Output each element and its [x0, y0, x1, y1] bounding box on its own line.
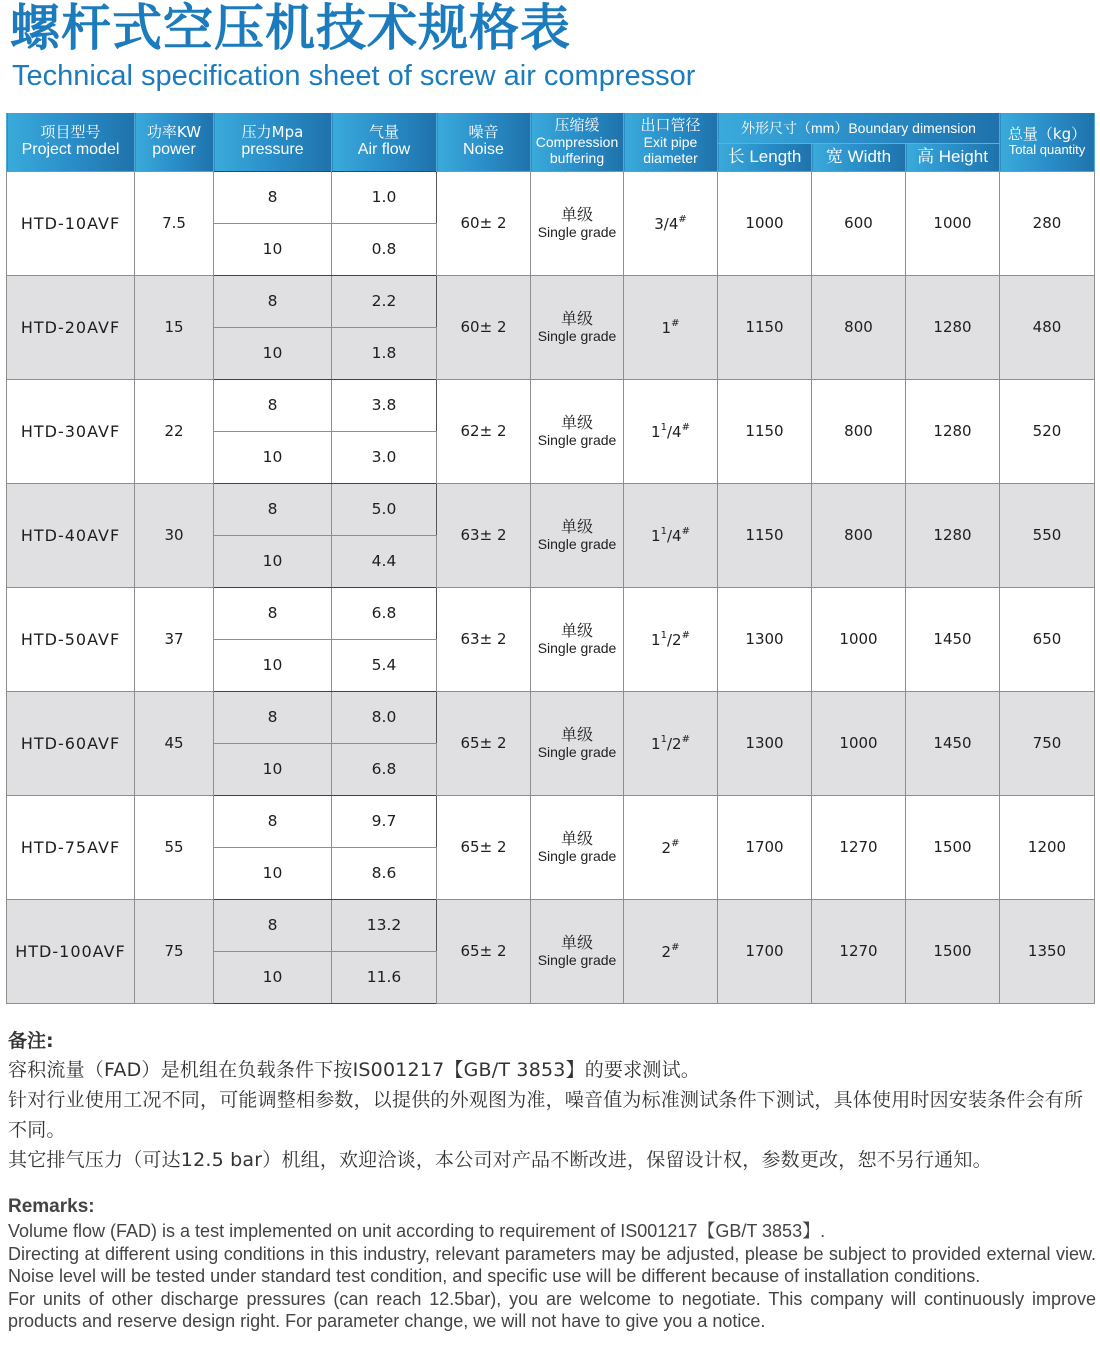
col-header-power-en: power — [152, 141, 196, 159]
cell-pressure: 8 — [214, 171, 332, 223]
cell-pressure: 10 — [214, 327, 332, 379]
cell-pressure: 10 — [214, 847, 332, 899]
col-header-dimension-group: 外形尺寸（mm）Boundary dimension — [718, 113, 1000, 143]
table-row — [7, 795, 1095, 847]
cell-length: 1700 — [718, 899, 812, 1003]
pipe-frac-num: 1 — [660, 629, 667, 641]
col-header-pressure — [214, 113, 332, 171]
compression-en: Single grade — [537, 536, 617, 552]
col-header-power — [135, 113, 214, 171]
cell-pressure: 10 — [214, 535, 332, 587]
table-row — [7, 899, 1095, 951]
cell-height: 1450 — [906, 691, 1000, 795]
compression-en: Single grade — [537, 848, 617, 864]
pipe-mark: # — [681, 421, 690, 433]
compression-en: Single grade — [537, 224, 617, 240]
compression-cn: 单级 — [560, 517, 593, 536]
compression-cn: 单级 — [560, 621, 593, 640]
cell-airflow: 9.7 — [332, 795, 437, 847]
cell-weight: 280 — [1000, 171, 1095, 275]
col-header-weight — [1000, 113, 1095, 171]
cell-model: HTD-100AVF — [7, 899, 135, 1003]
cell-weight: 750 — [1000, 691, 1095, 795]
cell-pressure: 8 — [214, 275, 332, 327]
col-header-pipe-en1: Exit pipe — [643, 134, 698, 151]
pipe-frac-num: 1 — [660, 733, 667, 745]
cell-power: 22 — [135, 379, 214, 483]
col-header-airflow-cn: 气量 — [368, 122, 399, 141]
col-header-power-cn: 功率KW — [146, 122, 202, 141]
cell-width: 1270 — [812, 899, 906, 1003]
cell-airflow: 4.4 — [332, 535, 437, 587]
compression-cn: 单级 — [560, 725, 593, 744]
compression-en: Single grade — [537, 952, 617, 968]
cell-pipe-diameter — [624, 795, 718, 899]
remarks-cn — [8, 1027, 1098, 1175]
remarks-cn-line: 其它排气压力（可达12.5 bar）机组，欢迎洽谈，本公司对产品不断改进，保留设计权，参数更改，恕不另行通知。 — [8, 1149, 992, 1171]
col-header-airflow-en: Air flow — [357, 141, 411, 159]
cell-pressure: 10 — [214, 951, 332, 1003]
pipe-mark: # — [681, 525, 690, 537]
cell-compression — [531, 587, 624, 691]
remarks-en-line: Directing at different using conditions in this industry, relevant parameters may be adjusted, please be subject to provided external view. Noise level will be tested under standard test condition, and specific use will be different because of installation conditions. — [8, 1243, 1096, 1286]
cell-compression — [531, 691, 624, 795]
cell-model: HTD-60AVF — [7, 691, 135, 795]
pipe-frac-den: /2 — [666, 630, 682, 649]
col-header-compression — [531, 113, 624, 171]
table-row — [7, 171, 1095, 223]
remarks-en-heading: Remarks: — [8, 1196, 95, 1217]
cell-noise: 63± 2 — [437, 587, 531, 691]
cell-compression — [531, 379, 624, 483]
cell-compression — [531, 483, 624, 587]
cell-power: 15 — [135, 275, 214, 379]
cell-airflow: 8.6 — [332, 847, 437, 899]
cell-pipe-diameter — [624, 483, 718, 587]
cell-noise: 60± 2 — [437, 275, 531, 379]
col-header-pressure-en: pressure — [241, 141, 304, 159]
cell-height: 1500 — [906, 795, 1000, 899]
cell-model: HTD-30AVF — [7, 379, 135, 483]
compression-cn: 单级 — [560, 309, 593, 328]
cell-pressure: 8 — [214, 483, 332, 535]
cell-noise: 63± 2 — [437, 483, 531, 587]
cell-length: 1300 — [718, 587, 812, 691]
cell-pipe-diameter — [624, 691, 718, 795]
spec-table-body — [7, 171, 1095, 1003]
col-header-pressure-cn: 压力Mpa — [241, 122, 304, 141]
col-header-model-cn: 项目型号 — [40, 122, 101, 141]
cell-airflow: 2.2 — [332, 275, 437, 327]
cell-pressure: 10 — [214, 639, 332, 691]
cell-pipe-diameter — [624, 379, 718, 483]
cell-width: 1000 — [812, 691, 906, 795]
col-header-weight-cn: 总量（kg） — [1007, 124, 1087, 143]
pipe-size: 2 — [661, 942, 672, 961]
col-header-pipe-cn: 出口管径 — [640, 116, 701, 135]
cell-length: 1000 — [718, 171, 812, 275]
cell-airflow: 3.0 — [332, 431, 437, 483]
col-header-model-en: Project model — [21, 141, 120, 159]
cell-pressure: 10 — [214, 743, 332, 795]
cell-pressure: 10 — [214, 431, 332, 483]
col-header-pipe-en2: diameter — [643, 150, 698, 167]
cell-height: 1000 — [906, 171, 1000, 275]
col-header-noise — [437, 113, 531, 171]
cell-height: 1280 — [906, 483, 1000, 587]
cell-noise: 60± 2 — [437, 171, 531, 275]
cell-compression — [531, 171, 624, 275]
table-row — [7, 379, 1095, 431]
cell-power: 55 — [135, 795, 214, 899]
col-header-airflow — [332, 113, 437, 171]
cell-pressure: 8 — [214, 587, 332, 639]
cell-weight: 550 — [1000, 483, 1095, 587]
table-row — [7, 691, 1095, 743]
cell-width: 600 — [812, 171, 906, 275]
cell-pipe-diameter — [624, 171, 718, 275]
pipe-whole: 1 — [651, 630, 661, 649]
cell-length: 1150 — [718, 379, 812, 483]
pipe-mark: # — [671, 837, 680, 849]
cell-airflow: 5.4 — [332, 639, 437, 691]
cell-width: 1000 — [812, 587, 906, 691]
compression-cn: 单级 — [560, 413, 593, 432]
compression-en: Single grade — [537, 640, 617, 656]
col-header-noise-cn: 噪音 — [468, 122, 499, 141]
cell-airflow: 5.0 — [332, 483, 437, 535]
cell-pipe-diameter — [624, 899, 718, 1003]
col-header-weight-en: Total quantity — [1008, 141, 1086, 157]
cell-pressure: 8 — [214, 795, 332, 847]
cell-airflow: 11.6 — [332, 951, 437, 1003]
table-row — [7, 483, 1095, 535]
col-header-pipe — [624, 113, 718, 171]
pipe-mark: # — [681, 629, 690, 641]
cell-model: HTD-10AVF — [7, 171, 135, 275]
page-title-en: Technical specification sheet of screw air compressor — [12, 60, 696, 92]
spec-table-container — [6, 113, 1094, 1004]
cell-airflow: 6.8 — [332, 587, 437, 639]
compression-en: Single grade — [537, 432, 617, 448]
pipe-mark: # — [671, 317, 680, 329]
compression-cn: 单级 — [560, 829, 593, 848]
cell-noise: 65± 2 — [437, 691, 531, 795]
cell-length: 1700 — [718, 795, 812, 899]
col-header-width: 宽 Width — [812, 143, 906, 171]
pipe-frac-num: 1 — [660, 525, 667, 537]
cell-power: 37 — [135, 587, 214, 691]
cell-power: 45 — [135, 691, 214, 795]
cell-pipe-diameter — [624, 275, 718, 379]
cell-airflow: 6.8 — [332, 743, 437, 795]
cell-power: 7.5 — [135, 171, 214, 275]
pipe-frac-den: /4 — [666, 526, 682, 545]
cell-weight: 1350 — [1000, 899, 1095, 1003]
pipe-frac-num: 1 — [660, 421, 667, 433]
cell-model: HTD-50AVF — [7, 587, 135, 691]
pipe-whole: 1 — [651, 734, 661, 753]
col-header-noise-en: Noise — [463, 141, 504, 159]
cell-airflow: 0.8 — [332, 223, 437, 275]
cell-pressure: 10 — [214, 223, 332, 275]
col-header-compression-cn: 压缩缓 — [554, 116, 600, 135]
col-header-compression-en1: Compression — [535, 134, 619, 151]
page-title-cn: 螺杆式空压机技术规格表 — [10, 0, 571, 57]
cell-airflow: 1.8 — [332, 327, 437, 379]
table-row — [7, 275, 1095, 327]
remarks-cn-line: 针对行业使用工况不同，可能调整相参数，以提供的外观图为准，噪音值为标准测试条件下测试，具体使用时因安装条件会有所不同。 — [8, 1089, 1084, 1141]
pipe-mark: # — [678, 213, 687, 225]
pipe-size: 3/4 — [654, 214, 679, 233]
cell-pressure: 8 — [214, 379, 332, 431]
remarks-en-line: Volume flow (FAD) is a test implemented on unit according to requirement of IS001217【GB/T 3853】. — [8, 1221, 826, 1241]
remarks-cn-line: 容积流量（FAD）是机组在负载条件下按IS001217【GB/T 3853】的要求测试。 — [8, 1059, 700, 1081]
compression-en: Single grade — [537, 328, 617, 344]
cell-noise: 65± 2 — [437, 899, 531, 1003]
cell-pressure: 8 — [214, 691, 332, 743]
col-header-length: 长 Length — [718, 143, 812, 171]
cell-width: 1270 — [812, 795, 906, 899]
cell-compression — [531, 795, 624, 899]
pipe-mark: # — [671, 941, 680, 953]
compression-cn: 单级 — [560, 933, 593, 952]
col-header-height: 高 Height — [906, 143, 1000, 171]
table-row — [7, 587, 1095, 639]
cell-airflow: 13.2 — [332, 899, 437, 951]
cell-airflow: 8.0 — [332, 691, 437, 743]
pipe-frac-den: /2 — [666, 734, 682, 753]
cell-length: 1300 — [718, 691, 812, 795]
cell-pipe-diameter — [624, 587, 718, 691]
cell-height: 1280 — [906, 379, 1000, 483]
cell-pressure: 8 — [214, 899, 332, 951]
remarks-cn-heading: 备注: — [8, 1030, 54, 1052]
cell-width: 800 — [812, 379, 906, 483]
cell-weight: 480 — [1000, 275, 1095, 379]
cell-length: 1150 — [718, 275, 812, 379]
cell-height: 1280 — [906, 275, 1000, 379]
cell-power: 30 — [135, 483, 214, 587]
pipe-whole: 1 — [651, 422, 661, 441]
cell-model: HTD-40AVF — [7, 483, 135, 587]
pipe-frac-den: /4 — [666, 422, 682, 441]
pipe-mark: # — [681, 733, 690, 745]
cell-height: 1500 — [906, 899, 1000, 1003]
spec-table — [6, 113, 1095, 1004]
col-header-model — [7, 113, 135, 171]
compression-en: Single grade — [537, 744, 617, 760]
cell-airflow: 3.8 — [332, 379, 437, 431]
cell-weight: 1200 — [1000, 795, 1095, 899]
compression-cn: 单级 — [560, 205, 593, 224]
cell-airflow: 1.0 — [332, 171, 437, 223]
cell-noise: 65± 2 — [437, 795, 531, 899]
cell-length: 1150 — [718, 483, 812, 587]
remarks-en — [8, 1194, 1096, 1333]
cell-model: HTD-75AVF — [7, 795, 135, 899]
pipe-whole: 1 — [651, 526, 661, 545]
cell-width: 800 — [812, 483, 906, 587]
pipe-size: 2 — [661, 838, 672, 857]
col-header-compression-en2: buffering — [549, 150, 605, 167]
header-row-1 — [7, 113, 1095, 143]
cell-noise: 62± 2 — [437, 379, 531, 483]
cell-model: HTD-20AVF — [7, 275, 135, 379]
cell-height: 1450 — [906, 587, 1000, 691]
remarks-en-line: For units of other discharge pressures (can reach 12.5bar), you are welcome to negotiate. This company will continuously improve products and reserve design right. For parameter change, we will not have to give you a notice. — [8, 1288, 1096, 1331]
cell-weight: 520 — [1000, 379, 1095, 483]
cell-weight: 650 — [1000, 587, 1095, 691]
cell-compression — [531, 899, 624, 1003]
cell-compression — [531, 275, 624, 379]
cell-power: 75 — [135, 899, 214, 1003]
pipe-size: 1 — [661, 318, 672, 337]
cell-width: 800 — [812, 275, 906, 379]
